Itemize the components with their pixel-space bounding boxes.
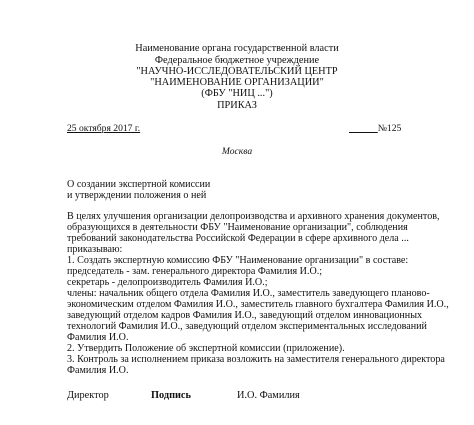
signature-placeholder: Подпись [151, 390, 191, 401]
body-line: 2. Утвердить Положение об экспертной комиссии (приложение). [67, 343, 345, 354]
body-line: 3. Контроль за исполнением приказа возложить на заместителя генерального директора [67, 354, 445, 365]
body-line: приказываю: [67, 244, 123, 255]
institution-name-line2: "НАИМЕНОВАНИЕ ОРГАНИЗАЦИИ" [150, 77, 324, 88]
city: Москва [221, 146, 253, 157]
body-line: экономическим отделом Фамилия И.О., заместитель главного бухгалтера Фамилия И.О., [67, 299, 449, 310]
body-line: В целях улучшения организации делопроизводства и архивного хранения документов, [67, 211, 440, 222]
institution-abbreviation: (ФБУ "НИЦ ...") [201, 88, 273, 99]
signatory-name: И.О. Фамилия [237, 390, 300, 401]
body-line: 1. Создать экспертную комиссию ФБУ "Наименование организации" в составе: [67, 255, 409, 266]
authority-name: Наименование органа государственной власти [135, 43, 339, 54]
institution-name-line1: "НАУЧНО-ИССЛЕДОВАТЕЛЬСКИЙ ЦЕНТР [136, 66, 338, 77]
body-line: технологий Фамилия И.О., заведующий отделом экспериментальных исследований [67, 321, 427, 332]
order-date: 25 октября 2017 г. [67, 123, 141, 134]
body-line: члены: начальник общего отдела Фамилия И.О., заместитель заведующего планово- [67, 288, 430, 299]
body-line: требований законодательства Российской Федерации в сфере архивного дела ... [67, 233, 409, 244]
body-line: заведующий отделом кадров Фамилия И.О., заведующий отделом инновационных [67, 310, 423, 321]
body-line: секретарь - делопроизводитель Фамилия И.О.; [67, 277, 268, 288]
subject-line-1: О создании экспертной комиссии [67, 179, 211, 190]
signatory-position: Директор [67, 390, 109, 401]
institution-type: Федеральное бюджетное учреждение [154, 55, 320, 66]
body-line: председатель - зам. генерального директора Фамилия И.О.; [67, 266, 323, 277]
subject-line-2: и утверждении положения о ней [67, 190, 207, 201]
body-line: образующихся в деятельности ФБУ "Наименование организации", соблюдения [67, 222, 408, 233]
order-number-field [349, 123, 401, 134]
body-line: Фамилия И.О. [67, 332, 129, 343]
order-number: №125 [377, 123, 402, 134]
body-line: Фамилия И.О. [67, 365, 129, 376]
document-type-title: ПРИКАЗ [217, 100, 257, 111]
number-blank-line [349, 123, 378, 134]
